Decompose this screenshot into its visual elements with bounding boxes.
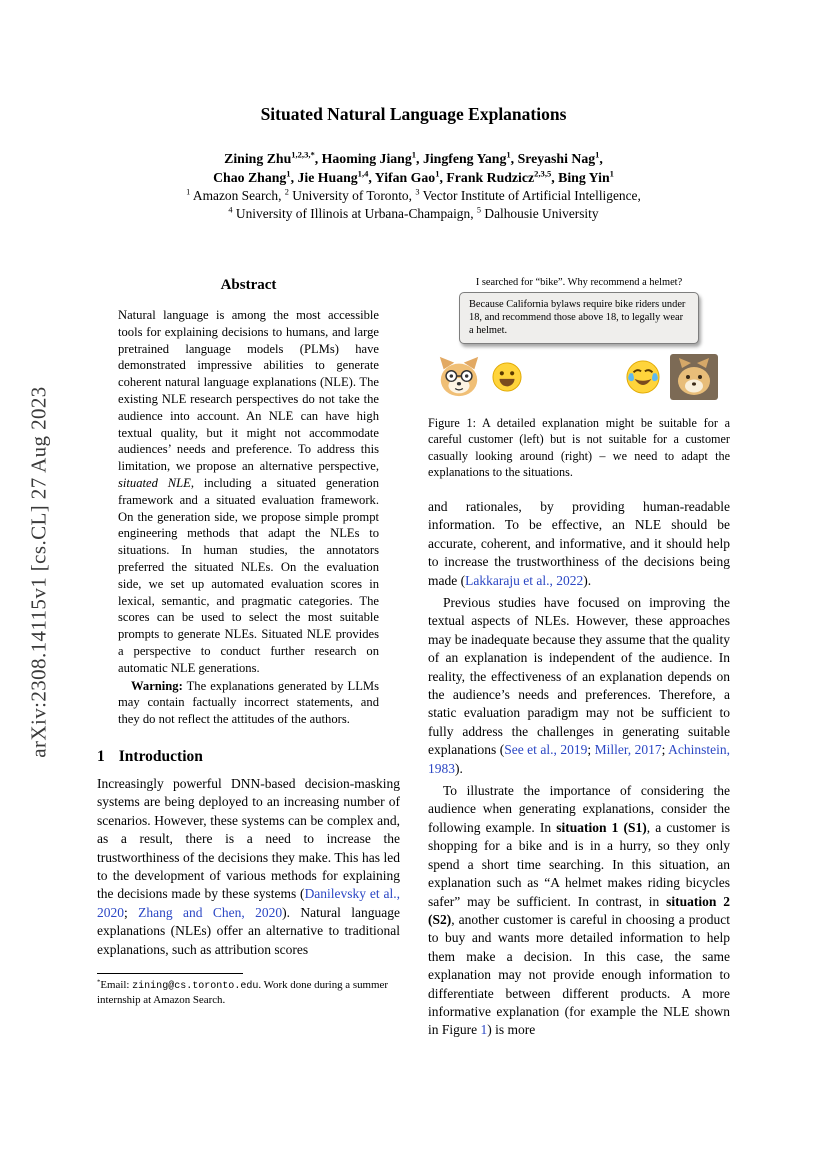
shiba-meme-icon	[670, 354, 718, 400]
casual-customer-group	[626, 354, 718, 400]
figure-explanation-bubble: Because California bylaws require bike riders under 18, and recommend those above 18, to legally wear a helmet.	[459, 292, 699, 344]
affiliation-line-1: $^1$ Amazon Search, $^2$ University of Toronto, $^3$ Vector Institute of Artificial Intelligence,	[186, 187, 641, 203]
author-block	[97, 149, 730, 223]
laughing-tears-icon	[626, 360, 660, 394]
figure-emoji-row	[428, 344, 730, 400]
footnote-rule	[97, 973, 243, 974]
smiley-face-icon	[492, 362, 522, 392]
citation-link[interactable]: Lakkaraju et al., 2022	[465, 572, 584, 588]
careful-customer-group	[436, 354, 522, 400]
left-column	[97, 277, 400, 1040]
paper-content	[97, 0, 730, 1040]
two-column-layout	[97, 277, 730, 1040]
section-number: 1	[97, 747, 105, 765]
citation-link[interactable]: Achinstein, 1983	[428, 742, 730, 776]
citation-link[interactable]: Danilevsky et al., 2020	[97, 886, 400, 920]
abstract-text: Natural language is among the most accessible tools for explaining decisions to humans, and large pretrained language models (PLMs) have demonstrated impressive abilities to generate coherent natural language explanations (NLE). The existing NLE research perspectives do not take the audience into account. An NLE can have high textual quality, but it might not accommodate audiences’ needs and preference. To address this limitation, we propose an alternative perspective, situated NLE, including a situated generation framework and a situated evaluation framework. On the generation side, we propose simple prompt engineering methods that adapt the NLEs to situations. In human studies, the annotators preferred the situated NLEs. On the evaluation side, we set up automated evaluation scores in lexical, semantic, and pragmatic categories. The scores can be used to select the most suitable prompts to generate NLEs. Situated NLE provides a perspective to conduct further research on automatic NLE generations.	[118, 308, 379, 675]
footnote-text: *Email: zining@cs.toronto.edu. Work done during a summer internship at Amazon Search.	[97, 978, 388, 1006]
figure-question-text: I searched for “bike”. Why recommend a helmet?	[475, 277, 683, 288]
body-paragraph: Previous studies have focused on improving the textual aspects of NLEs. However, these approaches may be inadequate because they assume that the quality of an explanation is independent of the audience. In reality, the effectiveness of an explanation depends on the audience’s needs and preferences. Therefore, a static evaluation paradigm may not be sufficient to fully address the challenges in generating suitable explanations (See et al., 2019; Miller, 2017; Achinstein, 1983).	[428, 595, 730, 776]
citation-link[interactable]: See et al., 2019	[504, 742, 588, 758]
section-heading-introduction	[97, 748, 400, 766]
author-line-2: Chao Zhang$^1$, Jie Huang$^{1,4}$, Yifan Gao$^1$, Frank Rudzicz$^{2,3,5}$, Bing Yin$^1$	[213, 168, 614, 185]
body-paragraph: and rationales, by providing human-readable information. To be effective, an NLE should be accurate, coherent, and informative, and it should help to increase the trustworthiness of the decisions being made (Lakkaraju et al., 2022).	[428, 498, 730, 588]
abstract-section	[97, 307, 400, 728]
figure-1	[428, 277, 730, 481]
right-column	[428, 277, 730, 1040]
arxiv-watermark: arXiv:2308.14115v1 [cs.CL] 27 Aug 2023	[26, 386, 51, 758]
intro-paragraph: Increasingly powerful DNN-based decision-masking systems are being deployed to an increasing number of scenarios. However, these systems can be complex and, as a result, there is a need to increase the trustworthiness of the decisions they make. This has led to the development of various methods for explaining the decisions made by these systems (Danilevsky et al., 2020; Zhang and Chen, 2020). Natural language explanations (NLEs) offer an alternative to traditional explanations, such as attribution scores	[97, 775, 400, 957]
paper-title: Situated Natural Language Explanations	[260, 104, 567, 124]
shiba-careful-icon	[436, 354, 482, 400]
figure-caption: Figure 1: A detailed explanation might be suitable for a careful customer (left) but is not suitable for a customer casually looking around (right) – we need to adapt the explanations to the situations.	[428, 415, 730, 480]
citation-link[interactable]: Miller, 2017	[594, 742, 662, 758]
section-title: Introduction	[118, 747, 203, 765]
affiliation-line-2: $^4$ University of Illinois at Urbana-Champaign, $^5$ Dalhousie University	[228, 205, 599, 221]
footnote	[97, 973, 400, 1007]
author-line-1: Zining Zhu$^{1,2,3,*}$, Haoming Jiang$^1$, Jingfeng Yang$^1$, Sreyashi Nag$^1$,	[224, 149, 603, 166]
warning-text: Warning: The explanations generated by LLMs may contain factually incorrect statements, and they do not reflect the attitudes of the authors.	[118, 678, 379, 727]
citation-link[interactable]: 1	[480, 1022, 488, 1038]
body-paragraph: To illustrate the importance of considering the audience when generating explanations, consider the following example. In situation 1 (S1), a customer is shopping for a bike and is in a hurry, so they only spend a short time searching. In this situation, an explanation such as “A helmet makes riding bicycles safer” may be sufficient. In contrast, in situation 2 (S2), another customer is careful in choosing a product to buy and wants more detailed information to help them make a decision. In this case, the same explanation may not provide enough information to differentiate between different products. A more informative explanation (for example the NLE shown in Figure 1) is more	[428, 783, 730, 1038]
abstract-heading: Abstract	[220, 277, 277, 293]
citation-link[interactable]: Zhang and Chen, 2020	[138, 904, 283, 920]
